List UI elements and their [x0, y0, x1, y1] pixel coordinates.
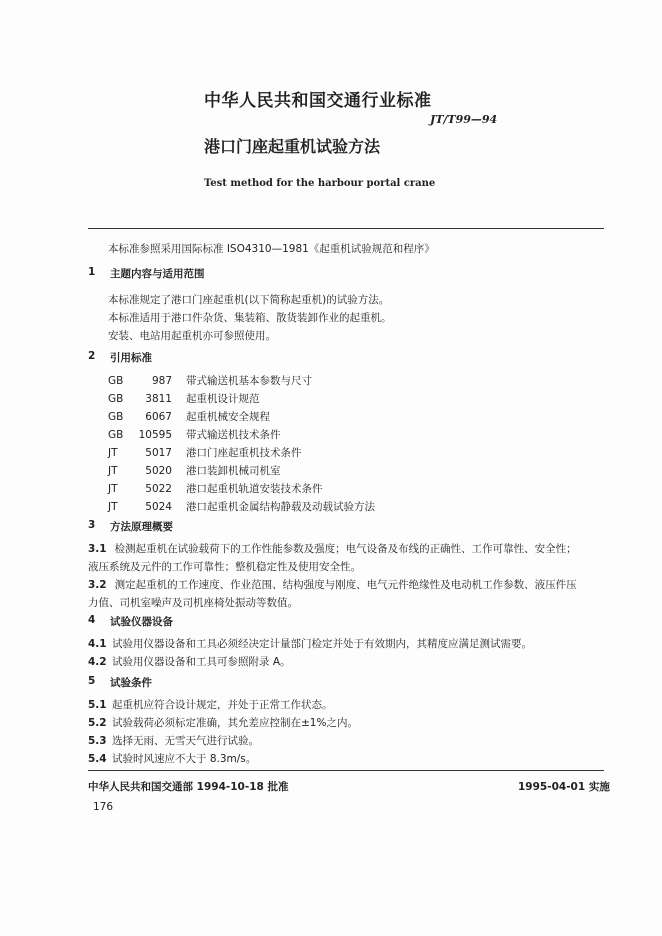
reference-item — [108, 499, 375, 514]
document-title-english: Test method for the harbour portal crane — [204, 178, 436, 189]
clause-number: 5.3 — [88, 735, 107, 747]
reference-org: JT — [108, 447, 118, 459]
reference-item — [108, 445, 302, 460]
page-number: 176 — [93, 801, 114, 813]
effective-date: 1995-04-01 实施 — [518, 781, 610, 793]
reference-title: 带式输送机技术条件 — [186, 429, 281, 441]
section-number: 3 — [88, 519, 96, 531]
reference-number: 10595 — [138, 429, 172, 441]
clause-number: 5.4 — [88, 753, 107, 765]
clause-text: 试验时风速应不大于 8.3m/s。 — [112, 753, 257, 765]
clause-5-2 — [88, 715, 358, 730]
intro-statement: 本标准参照采用国际标准 ISO4310—1981《起重机试验规范和程序》 — [108, 243, 435, 255]
clause-text: 试验用仪器设备和工具必须经决定计量部门检定并处于有效期内，其精度应满足测试需要。 — [112, 638, 532, 650]
reference-number: 5020 — [145, 465, 172, 477]
clause-text: 测定起重机的工作速度、作业范围、结构强度与刚度、电气元件绝缘性及电动机工作参数、液压件压 — [114, 579, 577, 591]
clause-5-4 — [88, 751, 256, 766]
clause-4-1 — [88, 636, 532, 651]
section-number: 5 — [88, 675, 96, 687]
reference-title: 带式输送机基本参数与尺寸 — [186, 375, 312, 387]
reference-number: 5022 — [145, 483, 172, 495]
section-title: 试验条件 — [110, 677, 152, 689]
reference-number: 5017 — [145, 447, 172, 459]
reference-item — [108, 463, 281, 478]
section-number: 4 — [88, 614, 96, 626]
reference-item — [108, 427, 281, 442]
section-title: 试验仪器设备 — [110, 616, 173, 628]
clause-4-2 — [88, 654, 291, 669]
standard-code: JT/T99—94 — [430, 113, 498, 126]
issuing-organization: 中华人民共和国交通行业标准 — [204, 91, 432, 111]
paragraph-line: 安装、电站用起重机亦可参照使用。 — [108, 330, 276, 342]
section-number: 2 — [88, 350, 96, 362]
clause-3-1-line-2: 液压系统及元件的工作可靠性；整机稳定性及使用安全性。 — [88, 561, 361, 573]
section-title: 引用标准 — [110, 352, 152, 364]
clause-text: 检测起重机在试验载荷下的工作性能参数及强度；电气设备及布线的正确性、工作可靠性、安全性； — [114, 543, 577, 555]
reference-number: 6067 — [145, 411, 172, 423]
document-title: 港口门座起重机试验方法 — [204, 137, 381, 156]
header-divider — [88, 228, 604, 229]
paragraph-line: 本标准适用于港口件杂货、集装箱、散货装卸作业的起重机。 — [108, 312, 392, 324]
clause-text: 试验用仪器设备和工具可参照附录 A。 — [112, 656, 291, 668]
clause-3-2-line-1 — [88, 577, 577, 592]
reference-org: GB — [108, 411, 124, 423]
reference-org: GB — [108, 429, 124, 441]
approval-statement: 中华人民共和国交通部 1994-10-18 批准 — [88, 781, 289, 793]
reference-number: 987 — [151, 375, 172, 387]
section-title: 主题内容与适用范围 — [110, 268, 205, 280]
reference-title: 港口起重机轨道安装技术条件 — [186, 483, 323, 495]
clause-number: 5.2 — [88, 717, 107, 729]
section-title: 方法原理概要 — [110, 521, 173, 533]
clause-number: 3.1 — [88, 543, 107, 555]
clause-number: 4.2 — [88, 656, 107, 668]
clause-text: 选择无雨、无雪天气进行试验。 — [112, 735, 259, 747]
clause-number: 5.1 — [88, 699, 107, 711]
reference-org: JT — [108, 483, 118, 495]
clause-5-1 — [88, 697, 333, 712]
clause-number: 4.1 — [88, 638, 107, 650]
footer-divider — [88, 770, 604, 771]
reference-item — [108, 391, 260, 406]
reference-title: 起重机设计规范 — [186, 393, 260, 405]
reference-org: GB — [108, 393, 124, 405]
clause-text: 试验载荷必须标定准确，其允差应控制在±1%之内。 — [112, 717, 358, 729]
reference-item — [108, 409, 270, 424]
reference-item — [108, 373, 312, 388]
clause-3-2-line-2: 力值、司机室噪声及司机座椅处振动等数值。 — [88, 597, 298, 609]
reference-title: 港口起重机金属结构静载及动载试验方法 — [186, 501, 375, 513]
reference-number: 5024 — [145, 501, 172, 513]
clause-text: 起重机应符合设计规定，并处于正常工作状态。 — [112, 699, 333, 711]
clause-5-3 — [88, 733, 259, 748]
reference-title: 港口装卸机械司机室 — [186, 465, 281, 477]
clause-number: 3.2 — [88, 579, 107, 591]
reference-item — [108, 481, 323, 496]
reference-title: 港口门座起重机技术条件 — [186, 447, 302, 459]
reference-number: 3811 — [145, 393, 172, 405]
reference-org: GB — [108, 375, 124, 387]
section-number: 1 — [88, 266, 96, 278]
clause-3-1-line-1 — [88, 541, 577, 556]
reference-org: JT — [108, 465, 118, 477]
reference-org: JT — [108, 501, 118, 513]
paragraph-line: 本标准规定了港口门座起重机(以下简称起重机)的试验方法。 — [108, 294, 390, 306]
reference-title: 起重机械安全规程 — [186, 411, 270, 423]
